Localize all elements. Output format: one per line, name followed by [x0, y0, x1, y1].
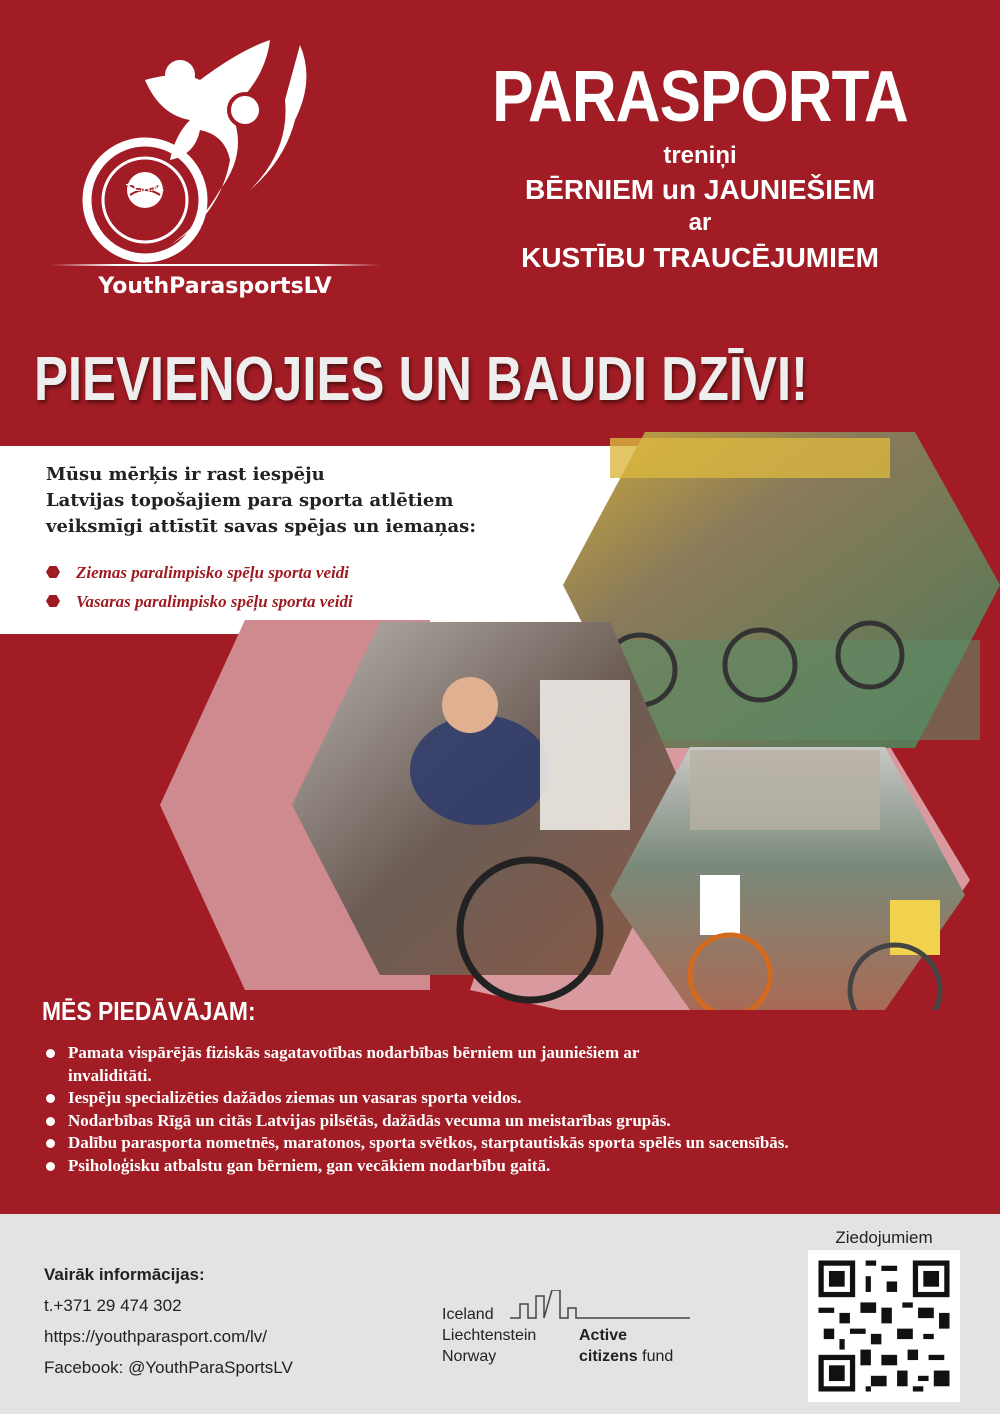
offer-item	[46, 1042, 668, 1087]
fund-name-line2	[579, 1346, 673, 1367]
slogan: PIEVIENOJIES UN BAUDI DZĪVI!	[34, 345, 809, 414]
goal-item	[46, 558, 466, 587]
hexagon-bullet-icon	[46, 566, 60, 578]
goal-list	[46, 558, 466, 616]
bullet-icon	[46, 1162, 55, 1171]
fund-name-bold: citizens	[579, 1348, 638, 1365]
header-line1: treniņi	[663, 142, 737, 169]
facebook-link[interactable]: Facebook: @YouthParaSportsLV	[44, 1358, 293, 1377]
photo-shirt	[700, 875, 740, 935]
fund-country: Iceland	[442, 1306, 494, 1323]
photo-person	[410, 715, 550, 825]
fund-countries	[442, 1304, 536, 1367]
phone-number[interactable]: t.+371 29 474 302	[44, 1296, 182, 1315]
team-logo-icon	[50, 40, 380, 310]
fund-bars-icon	[510, 1290, 690, 1320]
offers-title: MĒS PIEDĀVĀJAM:	[42, 996, 256, 1026]
bullet-icon	[46, 1139, 55, 1148]
header-title: PARASPORTA	[492, 57, 908, 137]
offer-text: Dalību parasporta nometnēs, maratonos, sporta svētkos, starptautiskās sporta spēlēs un sacensībās.	[68, 1133, 789, 1152]
hexagon-bullet-icon	[46, 595, 60, 607]
fund-name	[579, 1325, 673, 1367]
offer-item	[46, 1132, 976, 1155]
photo-building	[690, 750, 880, 830]
logo-divider	[50, 264, 380, 266]
fund-country: Norway	[442, 1348, 497, 1365]
photo-face	[442, 677, 498, 733]
header-line3: ar	[688, 209, 712, 236]
goal-item	[46, 587, 466, 616]
qr-code[interactable]	[808, 1250, 960, 1402]
offer-text: Nodarbības Rīgā un citās Latvijas pilsētās, dažādās vecuma un meistarības grupās.	[68, 1110, 671, 1130]
logo-badge-text: T.E.A.M.	[125, 183, 165, 194]
info-title: Vairāk informācijas:	[44, 1265, 205, 1284]
offer-text: Psiholoģisku atbalstu gan bērniem, gan vecākiem nodarbību gaitā.	[68, 1155, 551, 1175]
header-line4: KUSTĪBU TRAUCĒJUMIEM	[521, 242, 879, 273]
header-block	[440, 58, 960, 278]
offer-text: Pamata vispārējās fiziskās sagatavotības nodarbības bērniem un jauniešiem ar invaliditāti.	[68, 1043, 640, 1085]
bullet-icon	[46, 1117, 55, 1126]
goal-line: Mūsu mērķis ir rast iespēju	[46, 464, 325, 485]
bullet-icon	[46, 1094, 55, 1103]
photo-seats	[610, 438, 890, 478]
bullet-icon	[46, 1049, 55, 1058]
active-citizens-fund-logo	[442, 1290, 702, 1380]
donate-label: Ziedojumiem	[835, 1228, 933, 1247]
logo-name: YouthParasportsLV	[98, 274, 332, 299]
goal-item-label: Ziemas paralimpisko spēļu sporta veidi	[76, 563, 349, 582]
goal-text	[46, 462, 566, 540]
goal-line: Latvijas topošajiem para sporta atlētiem	[46, 490, 454, 511]
offer-text: Iespēju specializēties dažādos ziemas un vasaras sporta veidos.	[68, 1088, 522, 1107]
offer-item	[46, 1155, 976, 1178]
qr-code-icon	[808, 1250, 960, 1402]
fund-country: Liechtenstein	[442, 1327, 537, 1344]
offer-item	[46, 1110, 976, 1133]
website-link[interactable]: https://youthparasport.com/lv/	[44, 1327, 267, 1346]
offers-list	[46, 1042, 976, 1177]
fund-name-rest: fund	[637, 1348, 674, 1365]
goal-line: veiksmīgi attīstīt savas spējas un iemaņas:	[46, 516, 476, 537]
offer-item	[46, 1087, 976, 1110]
fund-name-line1: Active	[579, 1327, 628, 1344]
header-line2: BĒRNIEM un JAUNIEŠIEM	[524, 174, 876, 205]
photo-shirt	[540, 680, 630, 830]
goal-item-label: Vasaras paralimpisko spēļu sporta veidi	[76, 592, 353, 611]
